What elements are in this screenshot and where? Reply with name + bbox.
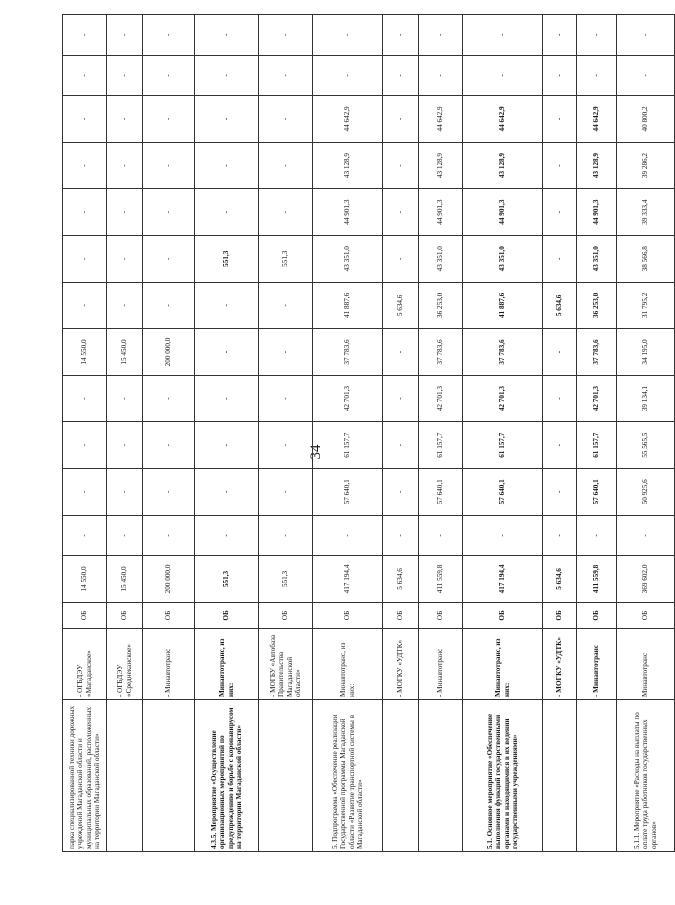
table-cell: - [383,515,419,556]
table-cell: - [259,15,313,56]
table-cell: 38 566,8 [617,235,675,282]
table-cell: - [617,15,675,56]
table-cell: - [195,142,259,189]
table-cell: - [195,282,259,329]
table-cell: 31 795,2 [617,282,675,329]
table-cell: - [63,142,107,189]
table-cell: 200 000,0 [143,556,195,603]
table-cell: ОБ [577,602,617,628]
table-cell: - [419,55,463,96]
table-cell: 43 128,9 [463,142,543,189]
table-cell: - [143,515,195,556]
table-cell: - [463,515,543,556]
table-cell: 369 602,0 [617,556,675,603]
table-cell: 44 901,3 [577,189,617,236]
table-row [577,15,617,852]
table-cell: 37 783,6 [463,329,543,376]
table-cell: - [383,329,419,376]
table-row [63,15,107,852]
table-row [107,15,143,852]
table-cell: 40 800,2 [617,96,675,143]
table-cell: 61 157,7 [313,422,383,469]
table-cell: - [259,469,313,516]
table-cell: - [195,422,259,469]
table-cell: 39 286,2 [617,142,675,189]
table-cell: - [63,469,107,516]
table-cell: ОБ [195,602,259,628]
table-cell: - [63,282,107,329]
table-cell: - ОГБДЭУ «Среднеканское» [107,629,143,700]
table-cell: - [195,329,259,376]
table-cell: - [143,422,195,469]
table-cell: 5 634,6 [543,282,577,329]
table-cell: - [195,55,259,96]
table-cell: ОБ [383,602,419,628]
table-cell: 200 000,0 [143,329,195,376]
table-cell: 44 642,9 [463,96,543,143]
table-cell: ОБ [617,602,675,628]
table-cell: - [63,235,107,282]
table-cell: 41 887,6 [313,282,383,329]
table-cell: 42 701,3 [463,375,543,422]
table-cell: - [107,422,143,469]
table-cell: - [143,469,195,516]
table-cell: - [107,55,143,96]
table-cell: - [543,422,577,469]
table-cell: - [143,96,195,143]
table-cell: 50 925,6 [617,469,675,516]
table-cell: - [143,55,195,96]
table-cell [143,700,195,852]
table-cell: 36 253,0 [419,282,463,329]
table-cell [107,700,143,852]
table-cell: - МОГКУ «УДТК» [543,629,577,700]
table-cell: 61 157,7 [577,422,617,469]
table-cell: - [63,375,107,422]
table-cell: - [313,55,383,96]
table-cell: - [107,375,143,422]
table-cell: - Минавтотранс [143,629,195,700]
table-cell: - [259,189,313,236]
table-cell: - [543,96,577,143]
table-cell: - [383,422,419,469]
table-cell: 14 550,0 [63,556,107,603]
table-cell: 4.3.5. Мероприятие «Осуществление организационных мероприятий по предупреждению и борьбе с коронавирусом на территории Магаданской области» [195,700,259,852]
table-cell: - [259,375,313,422]
table-cell: 34 195,0 [617,329,675,376]
table-cell: - Минавтотранс [419,629,463,700]
table-cell: - [195,15,259,56]
table-row [617,15,675,852]
table-cell: - [543,469,577,516]
table-cell [383,700,419,852]
table-cell: ОБ [543,602,577,628]
table-cell: - [63,515,107,556]
table-cell: 5 634,6 [383,282,419,329]
table-cell: Минавтотранс [617,629,675,700]
table-cell: - [313,515,383,556]
table-cell: - [63,96,107,143]
table-cell: - [107,469,143,516]
budget-table [62,14,675,852]
table-cell: 15 450,0 [107,329,143,376]
table-cell [577,700,617,852]
table-cell: Минавтотранс, из них: [463,629,543,700]
table-cell: 57 640,1 [419,469,463,516]
table-cell: 43 128,9 [313,142,383,189]
table-cell: 61 157,7 [419,422,463,469]
table-cell: - [383,469,419,516]
table-cell: 37 783,6 [577,329,617,376]
table-row [195,15,259,852]
table-cell: - [259,96,313,143]
table-cell: 42 701,3 [313,375,383,422]
table-cell: 411 559,8 [419,556,463,603]
table-cell: 5. Подпрограмма «Обеспечение реализации Государственной программы Магаданской области «Развитие транспортной системы в Магаданской области» [313,700,383,852]
table-cell: - [383,15,419,56]
table-cell: - [195,515,259,556]
table-cell: 61 157,7 [463,422,543,469]
table-cell [543,700,577,852]
table-cell: парка специализированной техники дорожных учреждений Магаданской области и муниципальных образований, расположенных на территории Магаданской области» [63,700,107,852]
table-cell: - [383,96,419,143]
table-cell: - Минавтотранс [577,629,617,700]
table-cell: 417 194,4 [463,556,543,603]
table-cell: 37 783,6 [313,329,383,376]
table-cell: - ОГБДЭУ «Магаданское» [63,629,107,700]
table-cell: - [383,142,419,189]
table-row [463,15,543,852]
rotated-table-wrapper [62,14,658,852]
table-cell: - [259,282,313,329]
table-cell: - [195,189,259,236]
table-cell: - [543,15,577,56]
table-cell: 57 640,1 [577,469,617,516]
table-cell: - [107,515,143,556]
table-cell: - [383,55,419,96]
table-cell: - [195,375,259,422]
table-cell: - [107,142,143,189]
table-cell [419,700,463,852]
table-cell: 15 450,0 [107,556,143,603]
table-row [383,15,419,852]
table-cell: - [543,515,577,556]
table-cell: 5 634,6 [543,556,577,603]
table-cell: 41 887,6 [463,282,543,329]
table-cell: 5.1. Основное мероприятие «Обеспечение выполнения функций государственными органами и находящимися в их ведении государственными учреждениями» [463,700,543,852]
table-body [63,15,675,852]
table-cell: - [543,375,577,422]
table-cell: 44 642,9 [577,96,617,143]
table-cell: 5 634,6 [383,556,419,603]
table-cell: - [419,15,463,56]
table-cell: - [107,282,143,329]
table-cell: - [617,55,675,96]
table-cell: 43 128,9 [577,142,617,189]
table-cell: - [577,15,617,56]
table-cell: 44 642,9 [313,96,383,143]
table-cell: 39 333,4 [617,189,675,236]
table-cell: 551,3 [259,235,313,282]
table-cell: 411 559,8 [577,556,617,603]
table-cell: 42 701,3 [419,375,463,422]
table-cell: - [617,515,675,556]
table-cell: 44 901,3 [463,189,543,236]
table-cell: - МОГКУ «УДТК» [383,629,419,700]
table-cell: - [259,329,313,376]
table-cell: 551,3 [195,235,259,282]
table-cell: 5.1.1. Мероприятие «Расходы на выплаты по оплате труда работников государственных органов» [617,700,675,852]
table-cell: - [463,15,543,56]
table-cell: 14 550,0 [63,329,107,376]
table-cell: 551,3 [259,556,313,603]
table-cell: 42 701,3 [577,375,617,422]
table-cell: 43 351,0 [463,235,543,282]
table-cell: ОБ [463,602,543,628]
table-cell [259,700,313,852]
table-cell: - [63,15,107,56]
table-cell: - [143,142,195,189]
table-cell: ОБ [63,602,107,628]
table-cell: - [63,189,107,236]
table-cell: - [195,469,259,516]
table-cell: - [383,235,419,282]
table-cell: - [543,235,577,282]
table-cell: - [143,189,195,236]
table-cell: - [63,55,107,96]
table-cell: 44 901,3 [313,189,383,236]
table-row [143,15,195,852]
table-cell: ОБ [259,602,313,628]
table-cell: 417 194,4 [313,556,383,603]
table-cell: 551,3 [195,556,259,603]
table-cell: - [143,235,195,282]
table-cell: 37 783,6 [419,329,463,376]
table-cell: Минавтотранс, из них: [195,629,259,700]
table-cell: 36 253,0 [577,282,617,329]
table-cell: 39 134,1 [617,375,675,422]
table-cell: - [259,142,313,189]
table-cell: ОБ [419,602,463,628]
table-cell: 57 640,1 [313,469,383,516]
table-cell: 43 351,0 [577,235,617,282]
table-row [419,15,463,852]
table-cell: ОБ [143,602,195,628]
table-cell: - [259,422,313,469]
table-cell: - [107,96,143,143]
table-cell: 44 642,9 [419,96,463,143]
table-cell: - [419,515,463,556]
table-cell: - [463,55,543,96]
table-cell: - [383,375,419,422]
table-cell: - [63,422,107,469]
table-cell: - [143,15,195,56]
table-cell: - [107,235,143,282]
table-cell: - [143,375,195,422]
table-cell: 44 901,3 [419,189,463,236]
table-cell: - [259,515,313,556]
table-cell: - [543,329,577,376]
table-row [259,15,313,852]
table-cell: - [383,189,419,236]
table-cell: Минавтотранс, из них: [313,629,383,700]
table-cell: 55 565,5 [617,422,675,469]
table-cell: - [543,55,577,96]
table-cell: - [577,55,617,96]
table-cell: ОБ [107,602,143,628]
table-cell: - [543,189,577,236]
table-row [543,15,577,852]
table-cell: - МОГБУ «Автобаза Правительства Магаданской области» [259,629,313,700]
table-cell: 43 351,0 [313,235,383,282]
table-cell: - [143,282,195,329]
table-cell: 43 351,0 [419,235,463,282]
table-cell: - [543,142,577,189]
table-cell: 43 128,9 [419,142,463,189]
table-cell: - [259,55,313,96]
table-cell: ОБ [313,602,383,628]
table-row [313,15,383,852]
page-number: 34 [308,444,324,460]
table-cell: - [313,15,383,56]
table-cell: - [577,515,617,556]
table-cell: - [107,15,143,56]
table-cell: - [107,189,143,236]
table-cell: 57 640,1 [463,469,543,516]
table-cell: - [195,96,259,143]
